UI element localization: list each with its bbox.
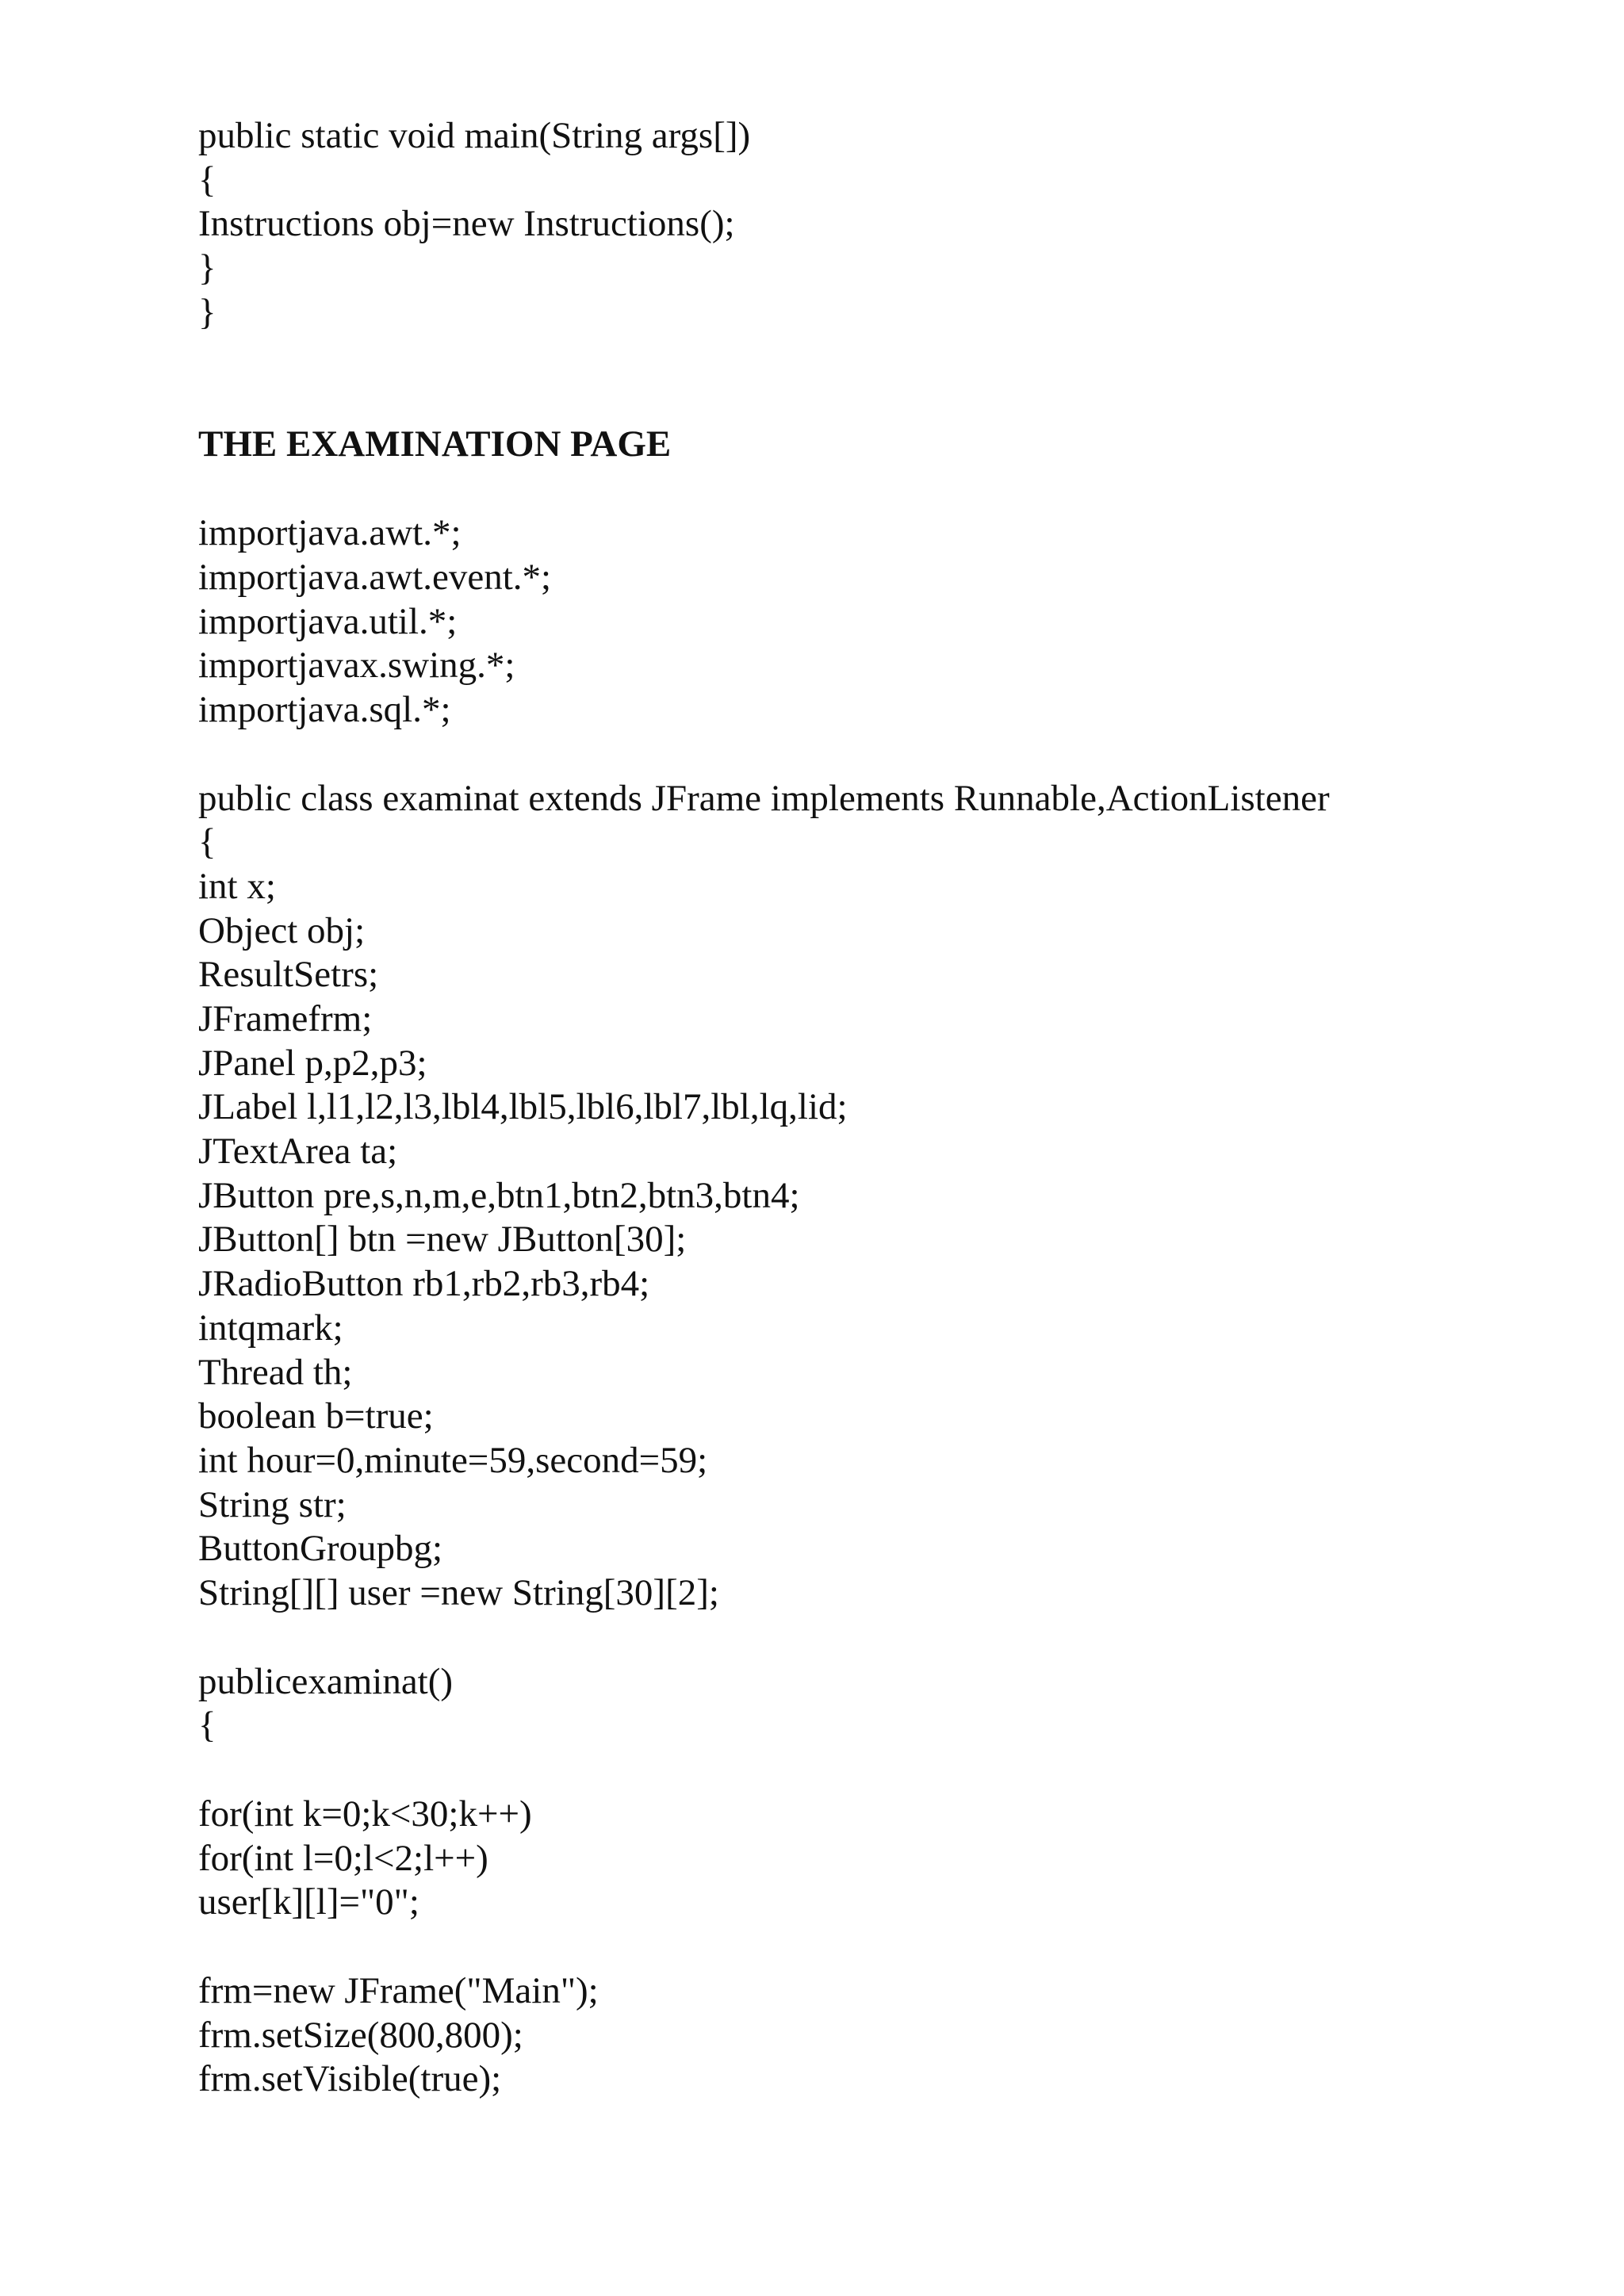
spacer xyxy=(198,335,1546,423)
spacer xyxy=(198,467,1546,511)
section-heading: THE EXAMINATION PAGE xyxy=(198,423,672,465)
code-line: } xyxy=(198,291,216,333)
code-line: JFramefrm; xyxy=(198,998,373,1039)
code-line: int x; xyxy=(198,865,276,907)
code-line: int hour=0,minute=59,second=59; xyxy=(198,1439,708,1481)
code-line: JButton[] btn =new JButton[30]; xyxy=(198,1219,687,1261)
code-line: Object obj; xyxy=(198,909,366,951)
spacer xyxy=(198,733,1546,777)
code-line: publicexaminat() xyxy=(198,1660,454,1702)
code-line: for(int k=0;k<30;k++) xyxy=(198,1793,532,1835)
code-line: importjava.util.*; xyxy=(198,600,458,642)
code-line: JPanel p,p2,p3; xyxy=(198,1042,427,1084)
spacer xyxy=(198,1925,1546,1969)
code-line: importjava.awt.event.*; xyxy=(198,556,552,598)
code-line: JButton pre,s,n,m,e,btn1,btn2,btn3,btn4; xyxy=(198,1174,800,1216)
frame-setup-block xyxy=(198,1969,1546,2102)
code-line: { xyxy=(198,821,216,863)
code-line: public static void main(String args[]) xyxy=(198,115,751,156)
constructor-block xyxy=(198,1660,1546,1748)
code-line: user[k][l]="0"; xyxy=(198,1881,419,1923)
spacer xyxy=(198,1748,1546,1793)
imports-block xyxy=(198,511,1546,732)
class-declaration-block xyxy=(198,777,1546,1616)
code-line: { xyxy=(198,159,216,201)
code-line: boolean b=true; xyxy=(198,1395,434,1437)
code-line: String str; xyxy=(198,1483,347,1525)
code-line: { xyxy=(198,1705,216,1747)
code-line: ButtonGroupbg; xyxy=(198,1528,443,1570)
code-line: frm.setVisible(true); xyxy=(198,2058,502,2100)
code-line: for(int l=0;l<2;l++) xyxy=(198,1837,488,1879)
code-line: } xyxy=(198,247,216,289)
code-line: String[][] user =new String[30][2]; xyxy=(198,1571,719,1613)
code-line: frm.setSize(800,800); xyxy=(198,2014,523,2056)
code-line: public class examinat extends JFrame implements Runnable,ActionListener xyxy=(198,777,1330,819)
code-listing xyxy=(198,114,1546,2102)
code-line: JTextArea ta; xyxy=(198,1131,398,1173)
spacer xyxy=(198,1616,1546,1660)
code-line: ResultSetrs; xyxy=(198,954,379,996)
code-line: JRadioButton rb1,rb2,rb3,rb4; xyxy=(198,1263,650,1305)
main-method-block xyxy=(198,114,1546,335)
code-line: frm=new JFrame("Main"); xyxy=(198,1970,599,2012)
code-line: Instructions obj=new Instructions(); xyxy=(198,203,735,245)
code-line: importjava.awt.*; xyxy=(198,512,462,554)
loop-block xyxy=(198,1793,1546,1925)
code-line: JLabel l,l1,l2,l3,lbl4,lbl5,lbl6,lbl7,lbl,lq,lid; xyxy=(198,1086,848,1128)
code-line: importjavax.swing.*; xyxy=(198,645,515,687)
code-line: Thread th; xyxy=(198,1351,353,1393)
code-line: intqmark; xyxy=(198,1307,343,1349)
code-line: importjava.sql.*; xyxy=(198,688,451,730)
